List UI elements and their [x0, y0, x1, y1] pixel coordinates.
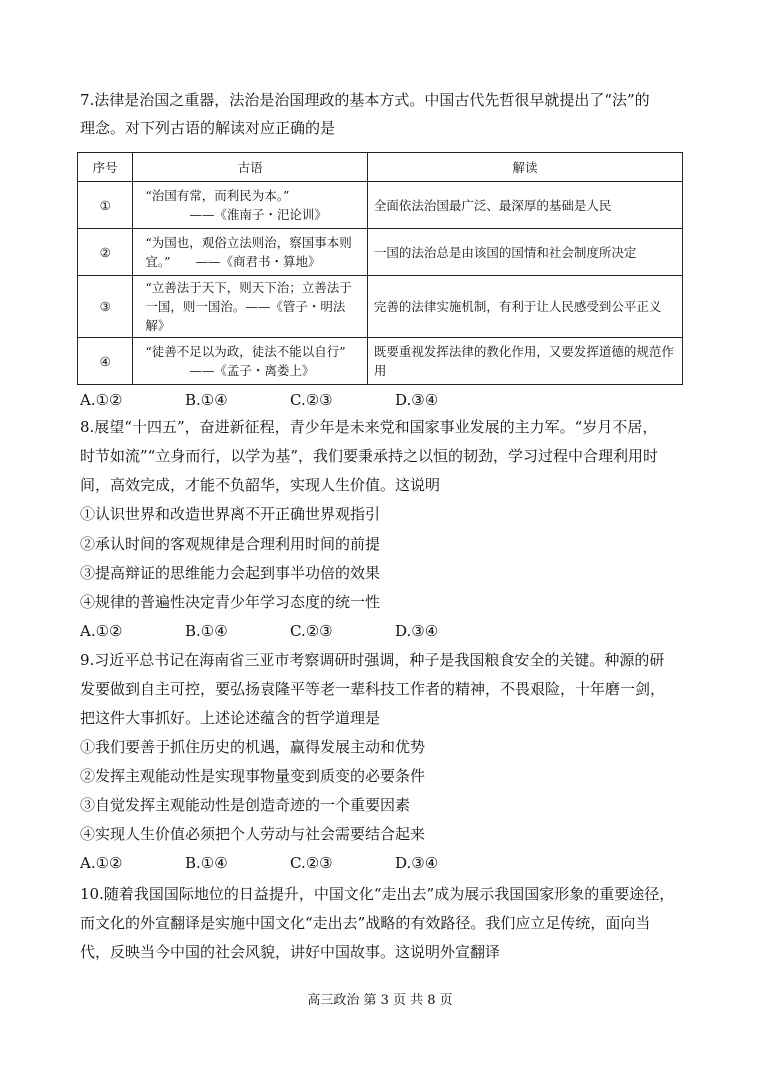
header-number: 序号	[78, 153, 133, 182]
option-b: B.①④	[185, 391, 228, 409]
q10-stem-line-3: 代，反映当今中国的社会风貌，讲好中国故事。这说明外宣翻译	[80, 943, 501, 961]
q9-item-4: ④实现人生价值必须把个人劳动与社会需要结合起来	[80, 825, 426, 843]
q9-item-2: ②发挥主观能动性是实现事物量变到质变的必要条件	[80, 767, 426, 785]
q9-item-1: ①我们要善于抓住历史的机遇，赢得发展主动和优势	[80, 738, 426, 756]
q9-options	[80, 852, 500, 874]
option-c: C.②③	[290, 622, 333, 640]
q7-quote-table	[77, 152, 683, 385]
table-header-row	[78, 153, 683, 182]
q8-item-1: ①认识世界和改造世界离不开正确世界观指引	[80, 505, 381, 523]
q10-stem-line-1: 10.随着我国国际地位的日益提升，中国文化“走出去”成为展示我国国家形象的重要途径，	[80, 885, 675, 903]
row-number: ③	[78, 276, 133, 338]
q9-stem-line-3: 把这件大事抓好。上述论述蕴含的哲学道理是	[80, 709, 381, 727]
row-quote-cell	[133, 338, 368, 385]
header-quote: 古语	[133, 153, 368, 182]
q8-stem-line-3: 间，高效完成，才能不负韶华，实现人生价值。这说明	[80, 476, 441, 494]
row-quote-cell	[133, 182, 368, 229]
q8-options	[80, 620, 500, 642]
q8-item-3: ③提高辩证的思维能力会起到事半功倍的效果	[80, 564, 381, 582]
q8-stem-line-2: 时节如流”“立身而行，以学为基”，我们要秉承持之以恒的韧劲，学习过程中合理利用时	[80, 447, 659, 465]
option-c: C.②③	[290, 391, 333, 409]
row-source: ——《淮南子・汜论训》	[189, 207, 327, 222]
row-quote: “徒善不足以为政，徒法不能以自行”	[145, 344, 346, 359]
table-row	[78, 338, 683, 385]
q9-item-3: ③自觉发挥主观能动性是创造奇迹的一个重要因素	[80, 796, 411, 814]
row-interpretation: 完善的法律实施机制，有利于让人民感受到公平正义	[367, 276, 682, 338]
table-row	[78, 229, 683, 276]
option-a: A.①②	[80, 391, 123, 409]
q7-stem-line-1: 7.法律是治国之重器，法治是治国理政的基本方式。中国古代先哲很早就提出了“法”的	[80, 91, 650, 109]
option-c: C.②③	[290, 854, 333, 872]
q8-item-4: ④规律的普遍性决定青少年学习态度的统一性	[80, 593, 381, 611]
q9-stem-line-2: 发要做到自主可控，要弘扬袁隆平等老一辈科技工作者的精神，不畏艰险，十年磨一剑，	[80, 680, 666, 698]
row-interpretation: 全面依法治国最广泛、最深厚的基础是人民	[367, 182, 682, 229]
q8-item-2: ②承认时间的客观规律是合理利用时间的前提	[80, 535, 381, 553]
row-quote-cell	[133, 229, 368, 276]
row-source: 宜。” ——《商君书・算地》	[145, 254, 321, 269]
row-interpretation: 既要重视发挥法律的教化作用，又要发挥道德的规范作用	[367, 338, 682, 385]
row-interpretation: 一国的法治总是由该国的国情和社会制度所决定	[367, 229, 682, 276]
q10-stem-line-2: 而文化的外宣翻译是实施中国文化“走出去”战略的有效路径。我们应立足传统，面向当	[80, 914, 651, 932]
option-d: D.③④	[395, 854, 439, 872]
q8-stem-line-1: 8.展望“十四五”，奋进新征程，青少年是未来党和国家事业发展的主力军。“岁月不居，	[80, 418, 658, 436]
q7-options	[80, 389, 500, 411]
header-interpretation: 解读	[367, 153, 682, 182]
option-a: A.①②	[80, 854, 123, 872]
row-quote: “立善法于天下，则天下治；立善法于	[145, 280, 352, 295]
option-d: D.③④	[395, 391, 439, 409]
row-source: ——《孟子・离娄上》	[189, 363, 315, 378]
page-footer: 高三政治 第 3 页 共 8 页	[307, 993, 453, 1008]
q9-stem-line-1: 9.习近平总书记在海南省三亚市考察调研时强调，种子是我国粮食安全的关键。种源的研	[80, 651, 665, 669]
row-quote: “为国也，观俗立法则治，察国事本则	[145, 235, 352, 250]
option-b: B.①④	[185, 854, 228, 872]
row-number: ①	[78, 182, 133, 229]
row-quote: “治国有常，而利民为本。”	[145, 188, 290, 203]
table-row	[78, 182, 683, 229]
table-row	[78, 276, 683, 338]
q7-stem-line-2: 理念。对下列古语的解读对应正确的是	[80, 119, 336, 137]
option-a: A.①②	[80, 622, 123, 640]
row-source: 一国，则一国治。——《管子・明法解》	[145, 299, 346, 333]
row-quote-cell	[133, 276, 368, 338]
row-number: ②	[78, 229, 133, 276]
row-number: ④	[78, 338, 133, 385]
option-b: B.①④	[185, 622, 228, 640]
option-d: D.③④	[395, 622, 439, 640]
